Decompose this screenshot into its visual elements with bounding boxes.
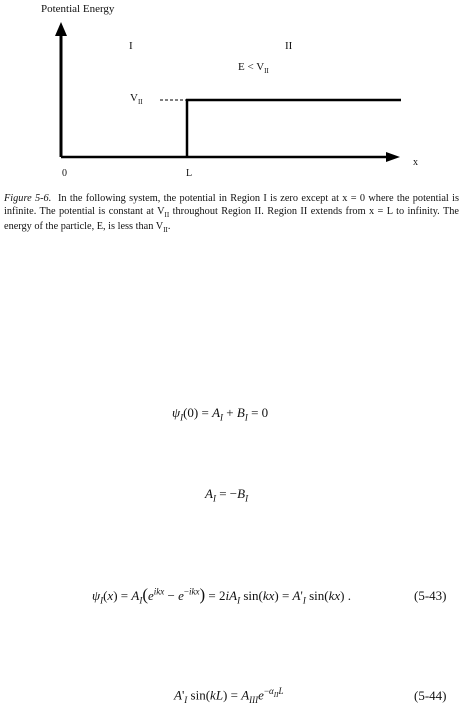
v-label: $V_{II}$ — [130, 92, 143, 107]
tick-origin: 0 — [62, 168, 67, 179]
region-1-label: I — [129, 40, 133, 52]
x-axis-arrow — [386, 152, 400, 162]
energy-condition: $E < V_{II}$ — [238, 61, 269, 76]
figure-label: Figure 5-6. — [4, 193, 52, 204]
equation-number-5-44: (5-44) — [414, 688, 447, 703]
equation-5-43: $\psi_I(x) = A_I(e^{ikx} - e^{-ikx}) = 2iA_I$ $\sin(kx) = A'_I$ sin(kx) . — [92, 585, 351, 606]
equation-number-5-43: (5-43) — [414, 588, 447, 603]
y-axis-label: Potential Energy — [41, 3, 115, 15]
tick-l: L — [186, 168, 193, 179]
equation-5-44: $A'_I$ $\sin(kL) = A_{III}e^{-\alpha_{II}L}$ — [174, 686, 284, 705]
potential-diagram — [0, 0, 463, 185]
y-axis-arrow — [55, 22, 67, 36]
figure-caption: Figure 5-6. In the following system, the potential in Region I is zero except at x = 0 where the potential is infinite. The potential is constant at $V_{II}$ throughout Region II. Region II extends from x = L to infinity. The energy of the particle, E, is less than $V_{II}$. — [4, 193, 459, 235]
equation-a-equals-minus-b: $A_I = -B_I$ — [205, 486, 249, 504]
region-2-label: II — [285, 40, 293, 52]
equation-boundary-condition: $\psi_I(0) = A_I + B_I = 0$ — [172, 405, 269, 423]
x-axis-label: x — [413, 157, 418, 168]
